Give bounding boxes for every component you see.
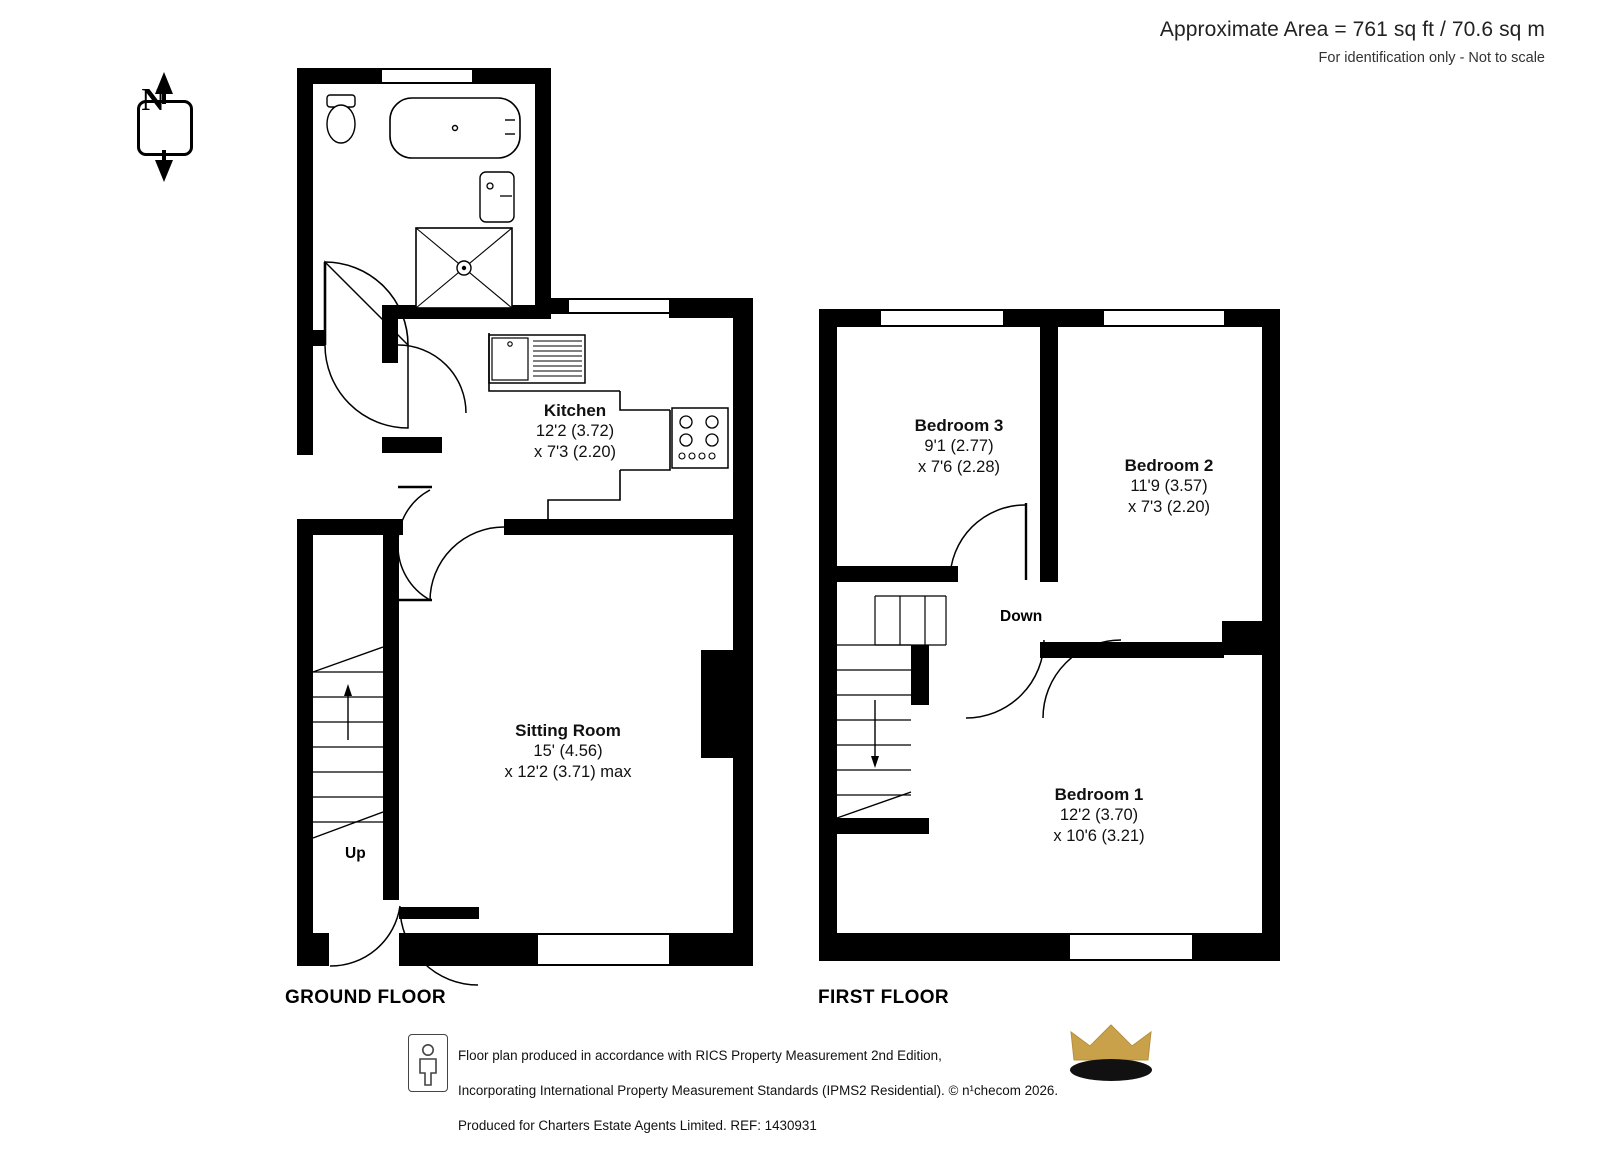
stair-label-down: Down: [1000, 608, 1043, 625]
wall-first-right-upper: [1262, 309, 1280, 621]
window-bathroom-top: [382, 68, 472, 84]
wall-stair-left-outer: [297, 519, 313, 949]
compass-letter: N: [141, 81, 165, 117]
window-ground-bottom: [538, 933, 669, 966]
room-dim1-bedroom-2: 11'9 (3.57): [1130, 477, 1208, 495]
wall-landing-stair-divider: [911, 645, 929, 705]
wall-first-bottom-left: [819, 933, 924, 961]
room-name-kitchen: Kitchen: [543, 401, 607, 420]
room-dim2-bedroom-3: x 7'6 (2.28): [917, 458, 1001, 476]
wall-kitchen-sitting-divider: [504, 519, 753, 535]
room-name-bedroom-2: Bedroom 2: [1124, 456, 1214, 475]
room-label-bedroom-3: [872, 415, 1046, 478]
room-name-bedroom-3: Bedroom 3: [914, 416, 1004, 435]
room-label-sitting-room: [473, 720, 663, 783]
window-bedroom3-top: [881, 309, 1003, 327]
wall-right-main-thick: [701, 650, 753, 758]
wall-right-main-upper: [733, 298, 753, 650]
person-icon: [408, 1034, 448, 1092]
header-area-block: [1160, 18, 1545, 66]
window-kitchen-top: [569, 298, 669, 314]
wall-bathroom-left: [297, 68, 313, 362]
room-dim2-kitchen: x 7'3 (2.20): [533, 443, 617, 461]
wall-hall-bottom-divider: [313, 519, 403, 535]
room-dim2-sitting-room: x 12'2 (3.71) max: [504, 763, 632, 781]
wall-hall-divider: [382, 437, 442, 453]
wall-first-right-lower: [1262, 655, 1280, 961]
stair-label-up: Up: [345, 845, 366, 862]
crown-logo-icon: [1068, 1022, 1154, 1084]
room-label-kitchen: [490, 400, 660, 463]
compass-north-icon: [125, 72, 203, 212]
wall-landing-bedroom2-divider: [1040, 642, 1224, 658]
wall-bedroom3-landing-divider: [837, 566, 958, 582]
compass-arrow-down-icon: [155, 160, 173, 182]
wall-bathroom-right: [535, 68, 551, 318]
room-dim2-bedroom-2: x 7'3 (2.20): [1127, 498, 1211, 516]
footer-line-2: Incorporating International Property Measurement Standards (IPMS2 Residential). © n¹checom 2026.: [458, 1083, 1059, 1099]
wall-first-bottom-mid: [924, 933, 1070, 961]
window-bedroom1-bottom: [1070, 933, 1192, 961]
room-dim2-bedroom-1: x 10'6 (3.21): [1053, 827, 1145, 845]
wall-front-door-jamb: [399, 907, 479, 919]
wall-first-top-mid: [1003, 309, 1104, 327]
approximate-area-text: Approximate Area = 761 sq ft / 70.6 sq m: [1159, 18, 1545, 41]
floor-title-ground: GROUND FLOOR: [285, 987, 447, 1008]
footer-text: [458, 1030, 1058, 1152]
wall-first-bottom-right: [1192, 933, 1280, 961]
footer-line-1: Floor plan produced in accordance with RICS Property Measurement 2nd Edition,: [458, 1048, 942, 1064]
room-dim1-bedroom-3: 9'1 (2.77): [924, 437, 994, 455]
wall-kitchen-top-left: [551, 298, 569, 314]
wall-ground-bottom-left: [297, 933, 329, 966]
wall-hall-left-jamb: [297, 330, 325, 346]
wall-bathroom-bottom: [388, 305, 551, 319]
room-dim1-sitting-room: 15' (4.56): [533, 742, 603, 760]
room-label-bedroom-1: [1008, 784, 1190, 847]
room-name-bedroom-1: Bedroom 1: [1054, 785, 1144, 804]
wall-first-right-notch: [1222, 621, 1280, 655]
wall-bathroom-inner-vertical: [382, 305, 398, 363]
room-name-sitting-room: Sitting Room: [515, 721, 621, 740]
wall-ground-bottom-mid: [399, 933, 538, 966]
floor-title-first: FIRST FLOOR: [818, 987, 950, 1008]
window-bedroom2-top: [1104, 309, 1224, 327]
identification-note-text: For identification only - Not to scale: [1318, 50, 1545, 66]
footer-line-3: Produced for Charters Estate Agents Limited. REF: 1430931: [458, 1118, 817, 1134]
room-dim1-bedroom-1: 12'2 (3.70): [1059, 806, 1139, 824]
wall-bathroom-left-lower-stub: [297, 345, 313, 455]
wall-sitting-left: [383, 600, 399, 900]
room-dim1-kitchen: 12'2 (3.72): [535, 422, 615, 440]
wall-ground-bottom-right: [669, 933, 753, 966]
room-label-bedroom-2: [1080, 455, 1258, 518]
wall-landing-bedroom1-divider: [837, 818, 929, 834]
wall-first-left: [819, 309, 837, 961]
